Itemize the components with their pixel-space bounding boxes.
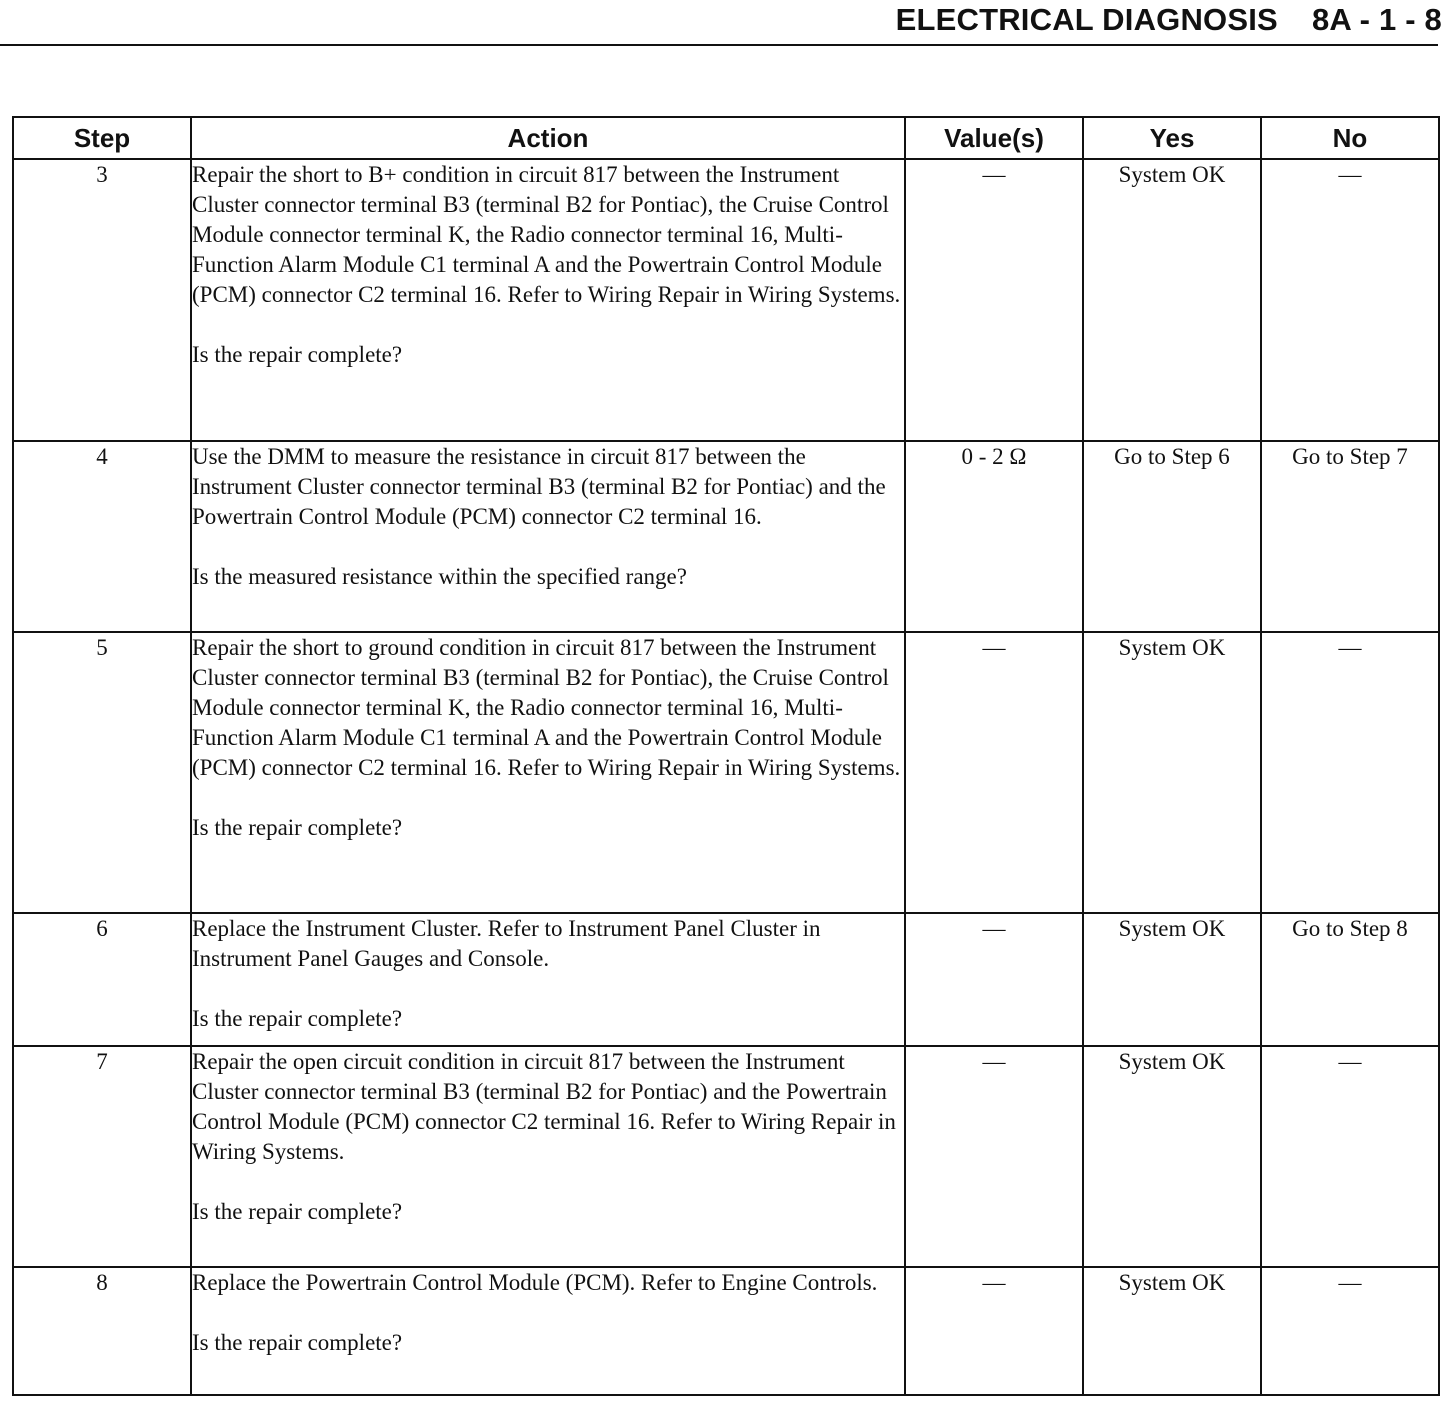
action-cell	[191, 1267, 905, 1395]
table-row	[13, 441, 1439, 632]
yes-cell: System OK	[1083, 1046, 1261, 1267]
table-row	[13, 632, 1439, 913]
yes-cell: System OK	[1083, 1267, 1261, 1395]
no-cell: —	[1261, 159, 1439, 441]
action-text: Repair the short to B+ condition in circuit 817 between the Instrument Cluster connector terminal B3 (terminal B2 for Pontiac), the Cruise Control Module connector terminal K, the Radio connector terminal 16, Multi-Function Alarm Module C1 terminal A and the Powertrain Control Module (PCM) connector C2 terminal 16. Refer to Wiring Repair in Wiring Systems.	[192, 162, 901, 307]
header-divider	[0, 44, 1438, 46]
action-text: Use the DMM to measure the resistance in circuit 817 between the Instrument Cluster connector terminal B3 (terminal B2 for Pontiac) and the Powertrain Control Module (PCM) connector C2 terminal 16.	[192, 444, 886, 529]
section-title: ELECTRICAL DIAGNOSIS	[895, 2, 1278, 37]
step-number: 5	[13, 632, 191, 913]
action-text: Replace the Instrument Cluster. Refer to Instrument Panel Cluster in Instrument Panel Gauges and Console.	[192, 916, 821, 971]
column-header-action: Action	[191, 117, 905, 159]
column-header-no: No	[1261, 117, 1439, 159]
action-text: Repair the open circuit condition in circuit 817 between the Instrument Cluster connector terminal B3 (terminal B2 for Pontiac) and the Powertrain Control Module (PCM) connector C2 terminal 16. Refer to Wiring Repair in Wiring Systems.	[192, 1049, 896, 1164]
table-header-row	[13, 117, 1439, 159]
column-header-yes: Yes	[1083, 117, 1261, 159]
value-cell: —	[905, 1267, 1083, 1395]
step-number: 3	[13, 159, 191, 441]
value-cell: —	[905, 1046, 1083, 1267]
table-row	[13, 1267, 1439, 1395]
value-cell: —	[905, 632, 1083, 913]
no-cell: Go to Step 8	[1261, 913, 1439, 1046]
action-cell	[191, 913, 905, 1046]
yes-cell: System OK	[1083, 913, 1261, 1046]
action-cell	[191, 632, 905, 913]
page-number: 8A - 1 - 8	[1311, 2, 1442, 37]
column-header-values: Value(s)	[905, 117, 1083, 159]
action-question: Is the measured resistance within the specified range?	[192, 564, 687, 589]
no-cell: —	[1261, 1046, 1439, 1267]
table-row	[13, 159, 1439, 441]
action-question: Is the repair complete?	[192, 1006, 403, 1031]
step-number: 7	[13, 1046, 191, 1267]
step-number: 8	[13, 1267, 191, 1395]
action-text: Repair the short to ground condition in circuit 817 between the Instrument Cluster connector terminal B3 (terminal B2 for Pontiac), the Cruise Control Module connector terminal K, the Radio connector terminal 16, Multi-Function Alarm Module C1 terminal A and the Powertrain Control Module (PCM) connector C2 terminal 16. Refer to Wiring Repair in Wiring Systems.	[192, 635, 901, 780]
action-cell	[191, 1046, 905, 1267]
column-header-step: Step	[13, 117, 191, 159]
value-cell: 0 - 2 Ω	[905, 441, 1083, 632]
action-text: Replace the Powertrain Control Module (PCM). Refer to Engine Controls.	[192, 1270, 878, 1295]
table-row	[13, 913, 1439, 1046]
step-number: 4	[13, 441, 191, 632]
no-cell: Go to Step 7	[1261, 441, 1439, 632]
action-cell	[191, 441, 905, 632]
table-row	[13, 1046, 1439, 1267]
step-number: 6	[13, 913, 191, 1046]
action-cell	[191, 159, 905, 441]
yes-cell: Go to Step 6	[1083, 441, 1261, 632]
action-question: Is the repair complete?	[192, 342, 403, 367]
no-cell: —	[1261, 632, 1439, 913]
action-question: Is the repair complete?	[192, 1199, 403, 1224]
yes-cell: System OK	[1083, 632, 1261, 913]
value-cell: —	[905, 159, 1083, 441]
action-question: Is the repair complete?	[192, 815, 403, 840]
page-header	[896, 2, 1442, 38]
diagnostic-steps-table	[12, 116, 1440, 1396]
value-cell: —	[905, 913, 1083, 1046]
action-question: Is the repair complete?	[192, 1330, 403, 1355]
no-cell: —	[1261, 1267, 1439, 1395]
yes-cell: System OK	[1083, 159, 1261, 441]
